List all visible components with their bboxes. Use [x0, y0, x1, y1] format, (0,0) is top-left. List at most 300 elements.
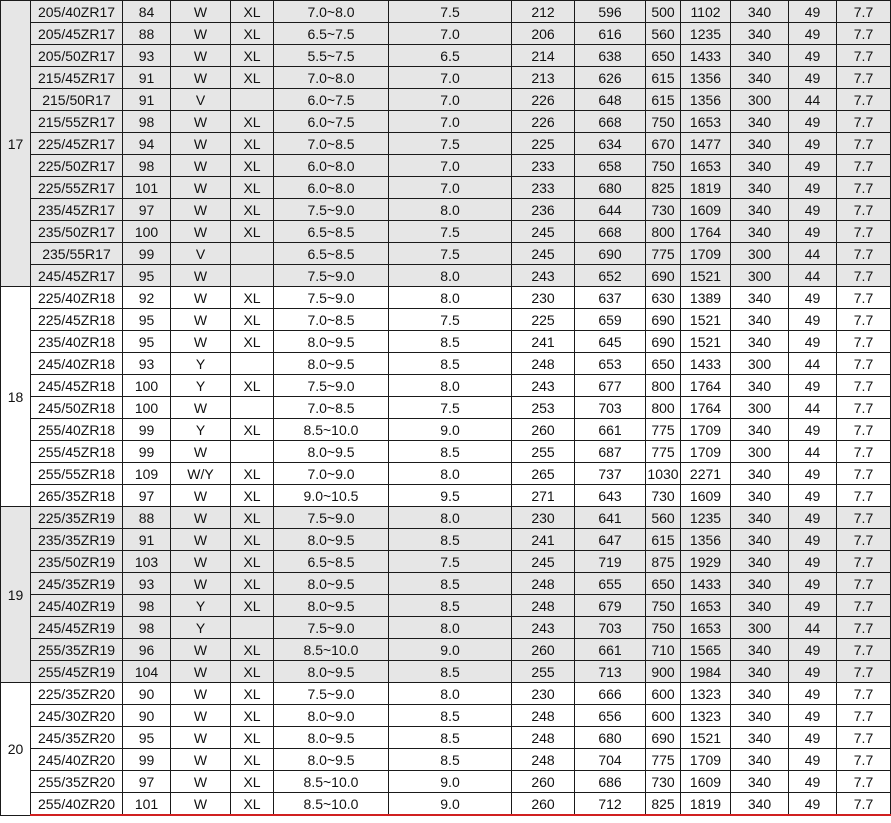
load-type-cell: XL [231, 177, 274, 199]
rim-range-cell: 7.0~8.5 [274, 133, 389, 155]
pressure-psi-cell: 49 [789, 551, 837, 573]
max-load-kg-cell: 875 [646, 551, 681, 573]
measuring-rim-cell: 9.0 [389, 793, 512, 816]
rim-range-cell: 8.0~9.5 [274, 529, 389, 551]
pressure-psi-cell: 49 [789, 485, 837, 507]
speed-rating-cell: W [171, 309, 231, 331]
rim-range-cell: 7.5~9.0 [274, 617, 389, 639]
rim-range-cell: 8.5~10.0 [274, 771, 389, 793]
rim-range-cell: 6.5~8.5 [274, 221, 389, 243]
max-load-lbs-cell: 1433 [681, 353, 731, 375]
pressure-kpa-cell: 340 [731, 727, 789, 749]
overall-diameter-cell: 648 [575, 89, 646, 111]
load-index-cell: 91 [123, 529, 171, 551]
pressure-psi-cell: 49 [789, 727, 837, 749]
pressure-psi-cell: 49 [789, 419, 837, 441]
rim-range-cell: 9.0~10.5 [274, 485, 389, 507]
pressure-kpa-cell: 300 [731, 243, 789, 265]
max-load-kg-cell: 670 [646, 133, 681, 155]
measuring-rim-cell: 8.5 [389, 727, 512, 749]
tread-depth-cell: 7.7 [837, 287, 891, 309]
pressure-kpa-cell: 300 [731, 89, 789, 111]
max-load-kg-cell: 775 [646, 749, 681, 771]
measuring-rim-cell: 7.5 [389, 1, 512, 23]
table-row [1, 155, 891, 177]
max-load-lbs-cell: 1356 [681, 529, 731, 551]
table-row [1, 397, 891, 419]
speed-rating-cell: W [171, 727, 231, 749]
pressure-psi-cell: 44 [789, 353, 837, 375]
pressure-kpa-cell: 340 [731, 639, 789, 661]
section-width-cell: 226 [512, 89, 575, 111]
section-width-cell: 248 [512, 595, 575, 617]
load-index-cell: 101 [123, 177, 171, 199]
section-width-cell: 260 [512, 771, 575, 793]
section-width-cell: 245 [512, 221, 575, 243]
section-width-cell: 206 [512, 23, 575, 45]
tread-depth-cell: 7.7 [837, 793, 891, 816]
max-load-kg-cell: 560 [646, 507, 681, 529]
table-row [1, 133, 891, 155]
table-row [1, 45, 891, 67]
section-width-cell: 248 [512, 573, 575, 595]
section-width-cell: 271 [512, 485, 575, 507]
section-width-cell: 248 [512, 705, 575, 727]
rim-range-cell: 6.5~8.5 [274, 551, 389, 573]
table-row [1, 683, 891, 705]
tread-depth-cell: 7.7 [837, 353, 891, 375]
pressure-kpa-cell: 340 [731, 45, 789, 67]
measuring-rim-cell: 8.5 [389, 573, 512, 595]
section-width-cell: 253 [512, 397, 575, 419]
overall-diameter-cell: 652 [575, 265, 646, 287]
tread-depth-cell: 7.7 [837, 683, 891, 705]
overall-diameter-cell: 596 [575, 1, 646, 23]
speed-rating-cell: Y [171, 595, 231, 617]
max-load-lbs-cell: 1653 [681, 595, 731, 617]
pressure-kpa-cell: 300 [731, 265, 789, 287]
pressure-psi-cell: 49 [789, 771, 837, 793]
load-index-cell: 90 [123, 683, 171, 705]
load-index-cell: 95 [123, 265, 171, 287]
tire-size-cell: 215/50R17 [31, 89, 123, 111]
table-row [1, 485, 891, 507]
tire-size-cell: 255/35ZR19 [31, 639, 123, 661]
pressure-psi-cell: 49 [789, 639, 837, 661]
pressure-psi-cell: 49 [789, 507, 837, 529]
speed-rating-cell: W [171, 485, 231, 507]
tire-size-cell: 225/35ZR20 [31, 683, 123, 705]
measuring-rim-cell: 8.0 [389, 683, 512, 705]
overall-diameter-cell: 668 [575, 221, 646, 243]
rim-range-cell: 7.0~8.0 [274, 1, 389, 23]
rim-range-cell: 7.5~9.0 [274, 683, 389, 705]
max-load-lbs-cell: 1323 [681, 683, 731, 705]
speed-rating-cell: Y [171, 375, 231, 397]
pressure-psi-cell: 49 [789, 793, 837, 816]
tire-size-cell: 225/55ZR17 [31, 177, 123, 199]
max-load-kg-cell: 690 [646, 309, 681, 331]
load-type-cell: XL [231, 287, 274, 309]
max-load-kg-cell: 650 [646, 45, 681, 67]
load-type-cell: XL [231, 639, 274, 661]
table-row [1, 771, 891, 793]
tire-size-cell: 235/50ZR19 [31, 551, 123, 573]
pressure-psi-cell: 49 [789, 463, 837, 485]
load-type-cell: XL [231, 23, 274, 45]
rim-range-cell: 8.5~10.0 [274, 639, 389, 661]
overall-diameter-cell: 687 [575, 441, 646, 463]
pressure-psi-cell: 49 [789, 749, 837, 771]
pressure-kpa-cell: 340 [731, 463, 789, 485]
tire-size-cell: 245/35ZR19 [31, 573, 123, 595]
load-index-cell: 98 [123, 617, 171, 639]
measuring-rim-cell: 9.0 [389, 639, 512, 661]
tread-depth-cell: 7.7 [837, 617, 891, 639]
measuring-rim-cell: 7.5 [389, 243, 512, 265]
rim-range-cell: 8.5~10.0 [274, 419, 389, 441]
max-load-lbs-cell: 1819 [681, 177, 731, 199]
tread-depth-cell: 7.7 [837, 309, 891, 331]
overall-diameter-cell: 661 [575, 419, 646, 441]
max-load-lbs-cell: 1709 [681, 243, 731, 265]
max-load-kg-cell: 600 [646, 683, 681, 705]
max-load-lbs-cell: 1356 [681, 89, 731, 111]
load-index-cell: 100 [123, 397, 171, 419]
tire-size-cell: 205/40ZR17 [31, 1, 123, 23]
load-type-cell: XL [231, 221, 274, 243]
table-row [1, 375, 891, 397]
rim-group-19 [1, 507, 891, 683]
load-index-cell: 99 [123, 441, 171, 463]
rim-range-cell: 6.0~7.5 [274, 89, 389, 111]
rim-range-cell: 7.0~8.0 [274, 67, 389, 89]
measuring-rim-cell: 7.0 [389, 111, 512, 133]
tread-depth-cell: 7.7 [837, 551, 891, 573]
tire-size-cell: 255/45ZR18 [31, 441, 123, 463]
load-type-cell: XL [231, 485, 274, 507]
load-index-cell: 93 [123, 573, 171, 595]
pressure-kpa-cell: 340 [731, 683, 789, 705]
load-index-cell: 99 [123, 243, 171, 265]
pressure-kpa-cell: 340 [731, 529, 789, 551]
pressure-kpa-cell: 340 [731, 551, 789, 573]
load-type-cell: XL [231, 375, 274, 397]
max-load-kg-cell: 690 [646, 265, 681, 287]
speed-rating-cell: W [171, 331, 231, 353]
table-row [1, 309, 891, 331]
tread-depth-cell: 7.7 [837, 573, 891, 595]
pressure-kpa-cell: 300 [731, 441, 789, 463]
max-load-lbs-cell: 1235 [681, 23, 731, 45]
speed-rating-cell: W [171, 551, 231, 573]
max-load-kg-cell: 615 [646, 89, 681, 111]
speed-rating-cell: Y [171, 617, 231, 639]
measuring-rim-cell: 7.5 [389, 551, 512, 573]
section-width-cell: 248 [512, 727, 575, 749]
pressure-psi-cell: 49 [789, 111, 837, 133]
pressure-kpa-cell: 340 [731, 133, 789, 155]
section-width-cell: 236 [512, 199, 575, 221]
rim-range-cell: 8.0~9.0 [274, 705, 389, 727]
tread-depth-cell: 7.7 [837, 133, 891, 155]
tire-size-cell: 255/35ZR20 [31, 771, 123, 793]
load-type-cell: XL [231, 331, 274, 353]
tire-size-cell: 245/45ZR19 [31, 617, 123, 639]
overall-diameter-cell: 690 [575, 243, 646, 265]
tire-size-cell: 245/50ZR18 [31, 397, 123, 419]
section-width-cell: 255 [512, 441, 575, 463]
max-load-lbs-cell: 1356 [681, 67, 731, 89]
tread-depth-cell: 7.7 [837, 639, 891, 661]
tire-size-cell: 255/40ZR18 [31, 419, 123, 441]
load-index-cell: 99 [123, 749, 171, 771]
section-width-cell: 255 [512, 661, 575, 683]
overall-diameter-cell: 668 [575, 111, 646, 133]
section-width-cell: 243 [512, 375, 575, 397]
load-type-cell [231, 397, 274, 419]
pressure-psi-cell: 49 [789, 45, 837, 67]
measuring-rim-cell: 7.5 [389, 133, 512, 155]
max-load-lbs-cell: 1521 [681, 309, 731, 331]
table-row [1, 551, 891, 573]
rim-range-cell: 6.0~8.0 [274, 177, 389, 199]
speed-rating-cell: W [171, 1, 231, 23]
load-index-cell: 98 [123, 155, 171, 177]
tire-size-cell: 225/50ZR17 [31, 155, 123, 177]
max-load-lbs-cell: 1653 [681, 111, 731, 133]
table-row [1, 639, 891, 661]
load-index-cell: 95 [123, 331, 171, 353]
max-load-lbs-cell: 1433 [681, 573, 731, 595]
section-width-cell: 260 [512, 419, 575, 441]
tire-size-cell: 225/45ZR18 [31, 309, 123, 331]
pressure-psi-cell: 49 [789, 23, 837, 45]
speed-rating-cell: W [171, 199, 231, 221]
rim-range-cell: 8.5~10.0 [274, 793, 389, 816]
tread-depth-cell: 7.7 [837, 331, 891, 353]
table-row [1, 353, 891, 375]
load-type-cell: XL [231, 111, 274, 133]
measuring-rim-cell: 8.5 [389, 661, 512, 683]
pressure-kpa-cell: 340 [731, 155, 789, 177]
load-index-cell: 88 [123, 23, 171, 45]
speed-rating-cell: W [171, 155, 231, 177]
max-load-lbs-cell: 1565 [681, 639, 731, 661]
speed-rating-cell: W [171, 639, 231, 661]
measuring-rim-cell: 6.5 [389, 45, 512, 67]
max-load-kg-cell: 800 [646, 397, 681, 419]
speed-rating-cell: W [171, 771, 231, 793]
tread-depth-cell: 7.7 [837, 463, 891, 485]
section-width-cell: 230 [512, 683, 575, 705]
max-load-lbs-cell: 1984 [681, 661, 731, 683]
table-row [1, 221, 891, 243]
max-load-kg-cell: 825 [646, 793, 681, 816]
load-index-cell: 96 [123, 639, 171, 661]
measuring-rim-cell: 8.0 [389, 287, 512, 309]
pressure-psi-cell: 49 [789, 199, 837, 221]
load-index-cell: 104 [123, 661, 171, 683]
tread-depth-cell: 7.7 [837, 23, 891, 45]
speed-rating-cell: W [171, 287, 231, 309]
load-type-cell: XL [231, 309, 274, 331]
rim-range-cell: 5.5~7.5 [274, 45, 389, 67]
load-type-cell: XL [231, 529, 274, 551]
speed-rating-cell: W [171, 683, 231, 705]
max-load-lbs-cell: 1819 [681, 793, 731, 816]
tire-size-cell: 245/35ZR20 [31, 727, 123, 749]
tire-size-cell: 235/35ZR19 [31, 529, 123, 551]
section-width-cell: 241 [512, 331, 575, 353]
pressure-psi-cell: 49 [789, 177, 837, 199]
tire-size-cell: 245/40ZR20 [31, 749, 123, 771]
rim-range-cell: 6.5~7.5 [274, 23, 389, 45]
pressure-psi-cell: 49 [789, 1, 837, 23]
max-load-kg-cell: 690 [646, 331, 681, 353]
tire-size-cell: 215/45ZR17 [31, 67, 123, 89]
table-row [1, 507, 891, 529]
tire-size-cell: 265/35ZR18 [31, 485, 123, 507]
section-width-cell: 212 [512, 1, 575, 23]
table-row [1, 287, 891, 309]
load-type-cell [231, 243, 274, 265]
section-width-cell: 241 [512, 529, 575, 551]
tread-depth-cell: 7.7 [837, 705, 891, 727]
tire-size-cell: 245/45ZR18 [31, 375, 123, 397]
pressure-kpa-cell: 340 [731, 749, 789, 771]
load-type-cell [231, 353, 274, 375]
load-index-cell: 94 [123, 133, 171, 155]
table-row [1, 595, 891, 617]
load-type-cell [231, 89, 274, 111]
section-width-cell: 260 [512, 639, 575, 661]
max-load-kg-cell: 560 [646, 23, 681, 45]
max-load-lbs-cell: 1521 [681, 331, 731, 353]
pressure-psi-cell: 44 [789, 441, 837, 463]
max-load-lbs-cell: 1477 [681, 133, 731, 155]
speed-rating-cell: Y [171, 353, 231, 375]
tire-size-cell: 235/40ZR18 [31, 331, 123, 353]
overall-diameter-cell: 638 [575, 45, 646, 67]
tread-depth-cell: 7.7 [837, 661, 891, 683]
load-type-cell: XL [231, 155, 274, 177]
load-index-cell: 93 [123, 353, 171, 375]
pressure-psi-cell: 49 [789, 287, 837, 309]
pressure-kpa-cell: 340 [731, 1, 789, 23]
measuring-rim-cell: 8.0 [389, 507, 512, 529]
load-index-cell: 97 [123, 199, 171, 221]
max-load-lbs-cell: 1653 [681, 155, 731, 177]
max-load-kg-cell: 730 [646, 485, 681, 507]
load-index-cell: 91 [123, 89, 171, 111]
tire-size-cell: 205/50ZR17 [31, 45, 123, 67]
measuring-rim-cell: 8.5 [389, 595, 512, 617]
load-index-cell: 93 [123, 45, 171, 67]
section-width-cell: 225 [512, 133, 575, 155]
pressure-kpa-cell: 300 [731, 397, 789, 419]
pressure-kpa-cell: 340 [731, 573, 789, 595]
pressure-kpa-cell: 340 [731, 23, 789, 45]
max-load-kg-cell: 750 [646, 155, 681, 177]
pressure-psi-cell: 49 [789, 595, 837, 617]
load-index-cell: 90 [123, 705, 171, 727]
max-load-lbs-cell: 1709 [681, 419, 731, 441]
load-type-cell: XL [231, 133, 274, 155]
max-load-kg-cell: 730 [646, 771, 681, 793]
tread-depth-cell: 7.7 [837, 749, 891, 771]
tire-size-cell: 255/55ZR18 [31, 463, 123, 485]
max-load-kg-cell: 650 [646, 353, 681, 375]
max-load-lbs-cell: 1609 [681, 485, 731, 507]
rim-range-cell: 7.5~9.0 [274, 265, 389, 287]
max-load-lbs-cell: 1709 [681, 749, 731, 771]
table-row [1, 793, 891, 816]
overall-diameter-cell: 703 [575, 617, 646, 639]
tire-size-cell: 245/40ZR18 [31, 353, 123, 375]
speed-rating-cell: W [171, 749, 231, 771]
overall-diameter-cell: 704 [575, 749, 646, 771]
rim-size-cell: 19 [1, 507, 31, 683]
tread-depth-cell: 7.7 [837, 221, 891, 243]
table-row [1, 243, 891, 265]
load-index-cell: 99 [123, 419, 171, 441]
tread-depth-cell: 7.7 [837, 45, 891, 67]
section-width-cell: 226 [512, 111, 575, 133]
overall-diameter-cell: 737 [575, 463, 646, 485]
rim-range-cell: 7.0~9.0 [274, 463, 389, 485]
measuring-rim-cell: 8.0 [389, 617, 512, 639]
pressure-psi-cell: 49 [789, 683, 837, 705]
overall-diameter-cell: 643 [575, 485, 646, 507]
pressure-psi-cell: 49 [789, 331, 837, 353]
pressure-kpa-cell: 340 [731, 595, 789, 617]
max-load-kg-cell: 710 [646, 639, 681, 661]
overall-diameter-cell: 679 [575, 595, 646, 617]
tire-size-cell: 225/35ZR19 [31, 507, 123, 529]
max-load-kg-cell: 750 [646, 111, 681, 133]
pressure-psi-cell: 49 [789, 573, 837, 595]
max-load-lbs-cell: 1102 [681, 1, 731, 23]
pressure-psi-cell: 44 [789, 243, 837, 265]
overall-diameter-cell: 712 [575, 793, 646, 816]
max-load-lbs-cell: 1609 [681, 771, 731, 793]
load-type-cell: XL [231, 705, 274, 727]
measuring-rim-cell: 8.5 [389, 749, 512, 771]
max-load-kg-cell: 775 [646, 243, 681, 265]
tread-depth-cell: 7.7 [837, 771, 891, 793]
overall-diameter-cell: 713 [575, 661, 646, 683]
pressure-kpa-cell: 340 [731, 331, 789, 353]
overall-diameter-cell: 634 [575, 133, 646, 155]
pressure-kpa-cell: 340 [731, 287, 789, 309]
speed-rating-cell: W [171, 507, 231, 529]
measuring-rim-cell: 7.5 [389, 221, 512, 243]
load-type-cell: XL [231, 661, 274, 683]
rim-range-cell: 6.0~7.5 [274, 111, 389, 133]
rim-range-cell: 8.0~9.5 [274, 749, 389, 771]
max-load-kg-cell: 615 [646, 67, 681, 89]
overall-diameter-cell: 653 [575, 353, 646, 375]
max-load-lbs-cell: 1235 [681, 507, 731, 529]
rim-range-cell: 6.0~8.0 [274, 155, 389, 177]
table-row [1, 111, 891, 133]
rim-size-cell: 20 [1, 683, 31, 816]
max-load-lbs-cell: 1929 [681, 551, 731, 573]
speed-rating-cell: W [171, 23, 231, 45]
measuring-rim-cell: 8.0 [389, 199, 512, 221]
rim-size-cell: 18 [1, 287, 31, 507]
